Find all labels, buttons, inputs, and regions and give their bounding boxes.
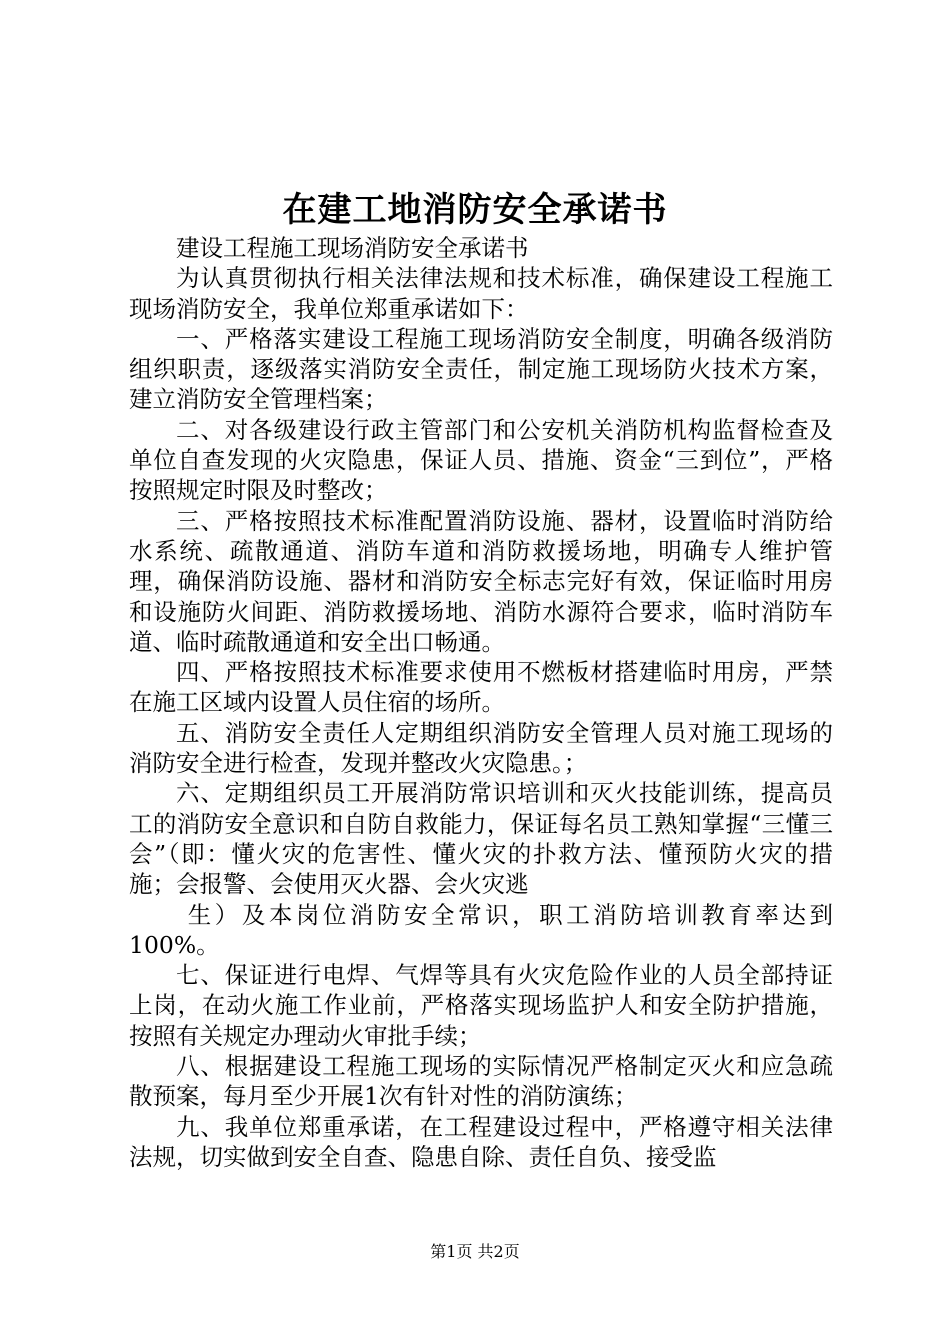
page-number: 第1页 共2页	[430, 1242, 520, 1261]
clause-3-paragraph: 三、严格按照技术标准配置消防设施、器材，设置临时消防给水系统、疏散通道、消防车道和消防救援场地，明确专人维护管理，确保消防设施、器材和消防安全标志完好有效，保证临时用房和设施防火间距、消防救援场地、消防水源符合要求，临时消防车道、临时疏散通道和安全出口畅通。	[129, 506, 833, 656]
clause-6-paragraph: 六、定期组织员工开展消防常识培训和灭火技能训练，提高员工的消防安全意识和自防自救能力，保证每名员工熟知掌握“三懂三会”（即：懂火灾的危害性、懂火灾的扑救方法、懂预防火灾的措施；会报警、会使用灭火器、会火灾逃	[129, 779, 833, 899]
intro-paragraph: 为认真贯彻执行相关法律法规和技术标准，确保建设工程施工现场消防安全，我单位郑重承诺如下：	[129, 264, 833, 323]
clause-9-paragraph: 九、我单位郑重承诺，在工程建设过程中，严格遵守相关法律法规，切实做到安全自查、隐患自除、责任自负、接受监	[129, 1112, 833, 1171]
clause-6-continuation: 生）及本岗位消防安全常识，职工消防培训教育率达到100%。	[129, 900, 833, 959]
clause-4-paragraph: 四、严格按照技术标准要求使用不燃板材搭建临时用房，严禁在施工区域内设置人员住宿的场所。	[129, 658, 833, 717]
clause-8-paragraph: 八、根据建设工程施工现场的实际情况严格制定灭火和应急疏散预案，每月至少开展1次有针对性的消防演练；	[129, 1052, 833, 1111]
clause-7-paragraph: 七、保证进行电焊、气焊等具有火灾危险作业的人员全部持证上岗，在动火施工作业前，严格落实现场监护人和安全防护措施，按照有关规定办理动火审批手续；	[129, 961, 833, 1050]
document-body	[129, 233, 833, 1172]
document-title: 在建工地消防安全承诺书	[282, 190, 668, 230]
clause-1-paragraph: 一、严格落实建设工程施工现场消防安全制度，明确各级消防组织职责，逐级落实消防安全责任，制定施工现场防火技术方案，建立消防安全管理档案；	[129, 324, 833, 414]
clause-5-paragraph: 五、消防安全责任人定期组织消防安全管理人员对施工现场的消防安全进行检查，发现并整改火灾隐患。；	[129, 718, 833, 778]
clause-2-paragraph: 二、对各级建设行政主管部门和公安机关消防机构监督检查及单位自查发现的火灾隐患，保证人员、措施、资金“三到位”，严格按照规定时限及时整改；	[129, 415, 833, 505]
subtitle-paragraph: 建设工程施工现场消防安全承诺书	[176, 234, 529, 262]
